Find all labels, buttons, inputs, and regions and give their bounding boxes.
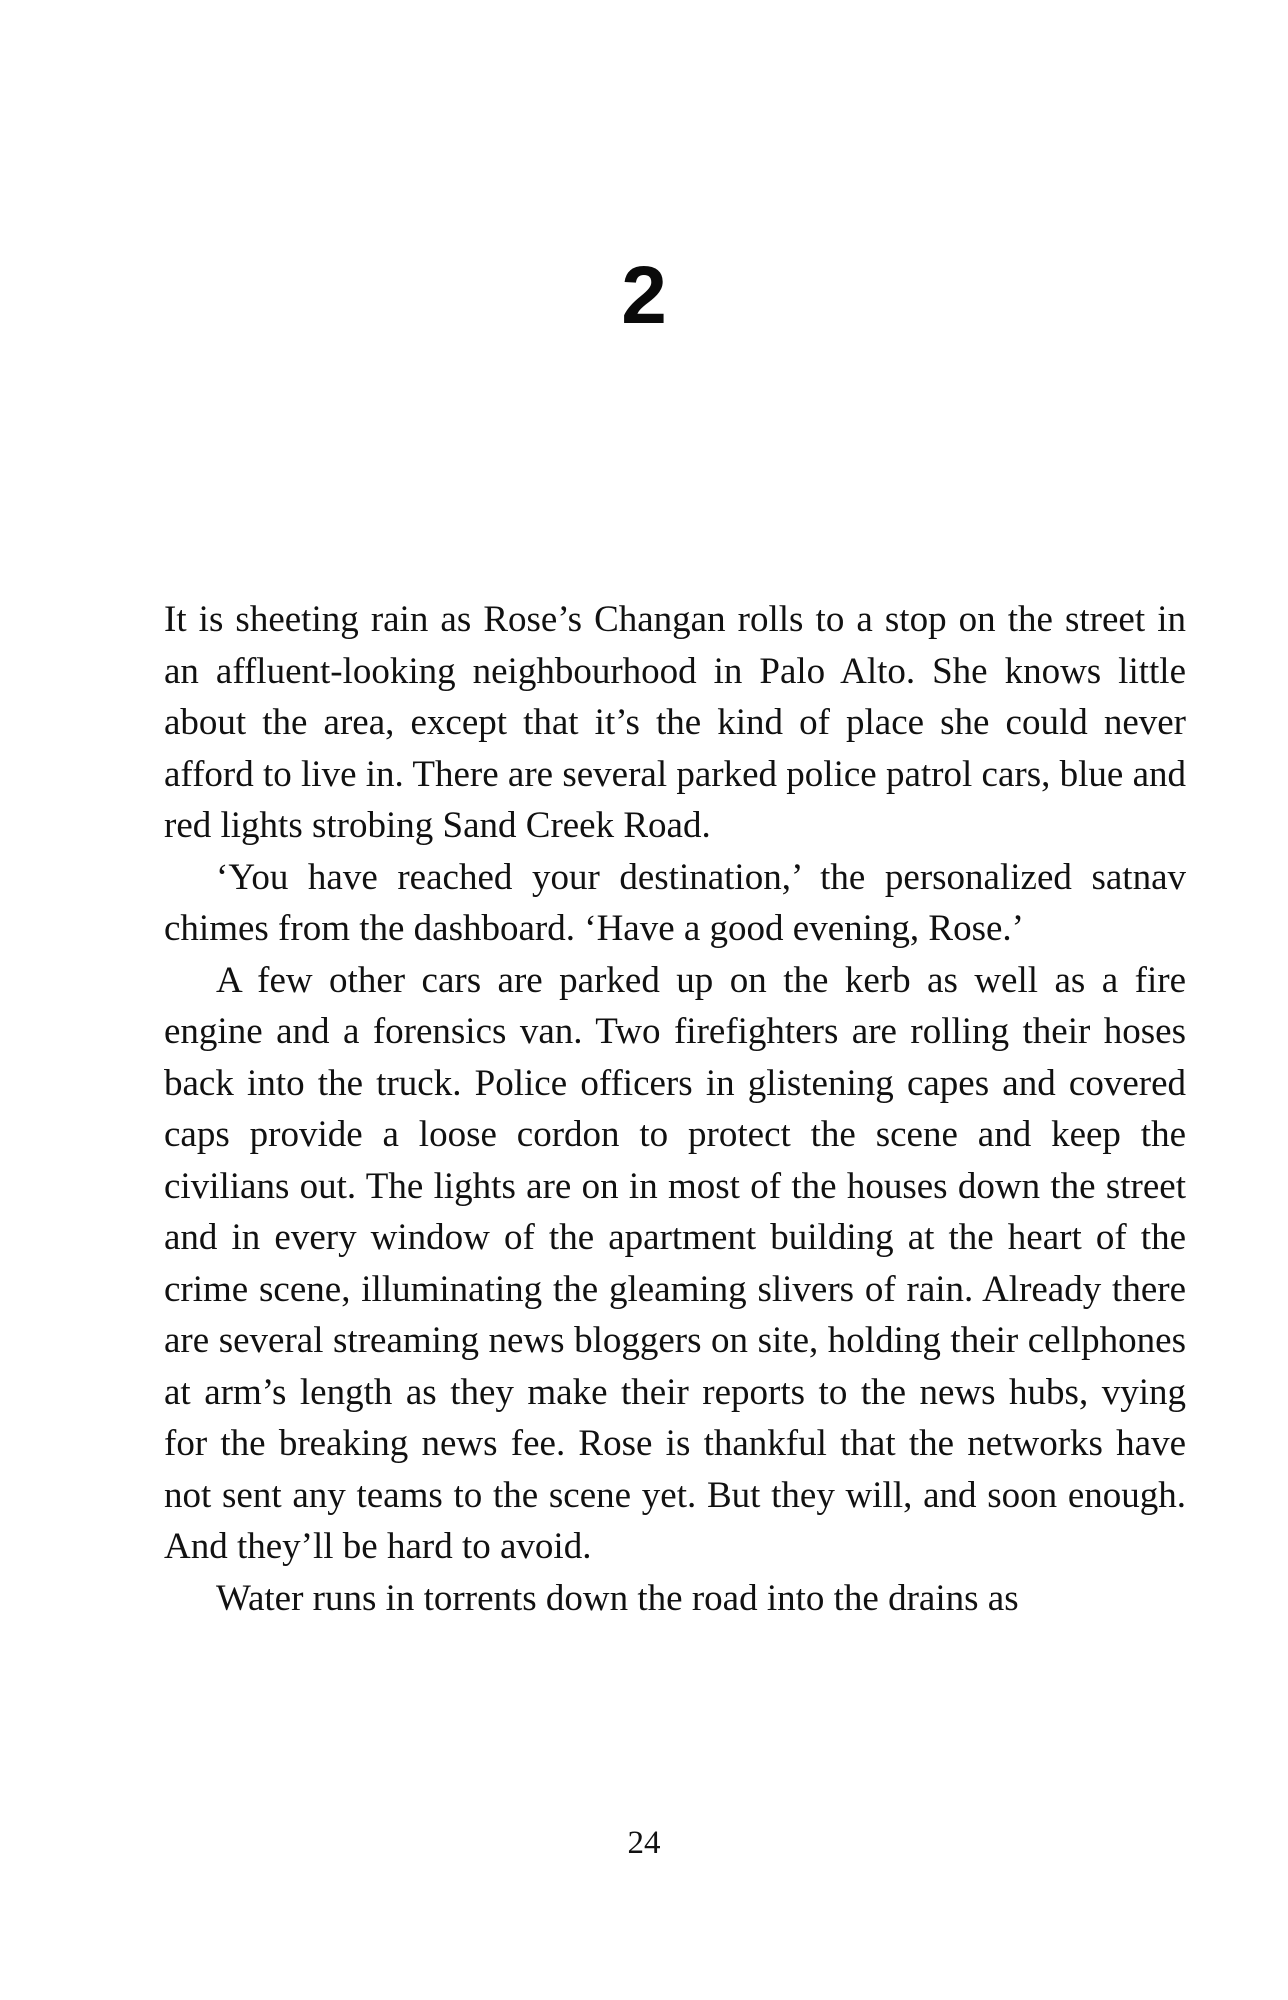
paragraph-1: It is sheeting rain as Rose’s Changan rolls to a stop on the street in an affluent-looking neighbourhood in Palo Alto. She knows little about the area, except that it’s the kind of place she could never afford to live in. There are several parked police patrol cars, blue and red lights strobing Sand Creek Road. (164, 599, 1186, 846)
page-number: 24 (627, 1825, 661, 1861)
chapter-number: 2 (621, 250, 667, 341)
chapter-body-text (164, 594, 1186, 1624)
paragraph-3: A few other cars are parked up on the kerb as well as a fire engine and a forensics van. Two firefighters are rolling their hoses back into the truck. Police officers in glistening capes and covered caps provide a loose cordon to protect the scene and keep the civilians out. The lights are on in most of the houses down the street and in every window of the apartment building at the heart of the crime scene, illuminating the gleaming slivers of rain. Already there are several streaming news bloggers on site, holding their cellphones at arm’s length as they make their reports to the news hubs, vying for the breaking news fee. Rose is thankful that the networks have not sent any teams to the scene yet. But they will, and soon enough. And they’ll be hard to avoid. (164, 959, 1186, 1567)
paragraph-2: ‘You have reached your destination,’ the personalized satnav chimes from the dashboard. ‘Have a good evening, Rose.’ (164, 856, 1186, 949)
paragraph-4: Water runs in torrents down the road into the drains as (216, 1577, 1019, 1619)
